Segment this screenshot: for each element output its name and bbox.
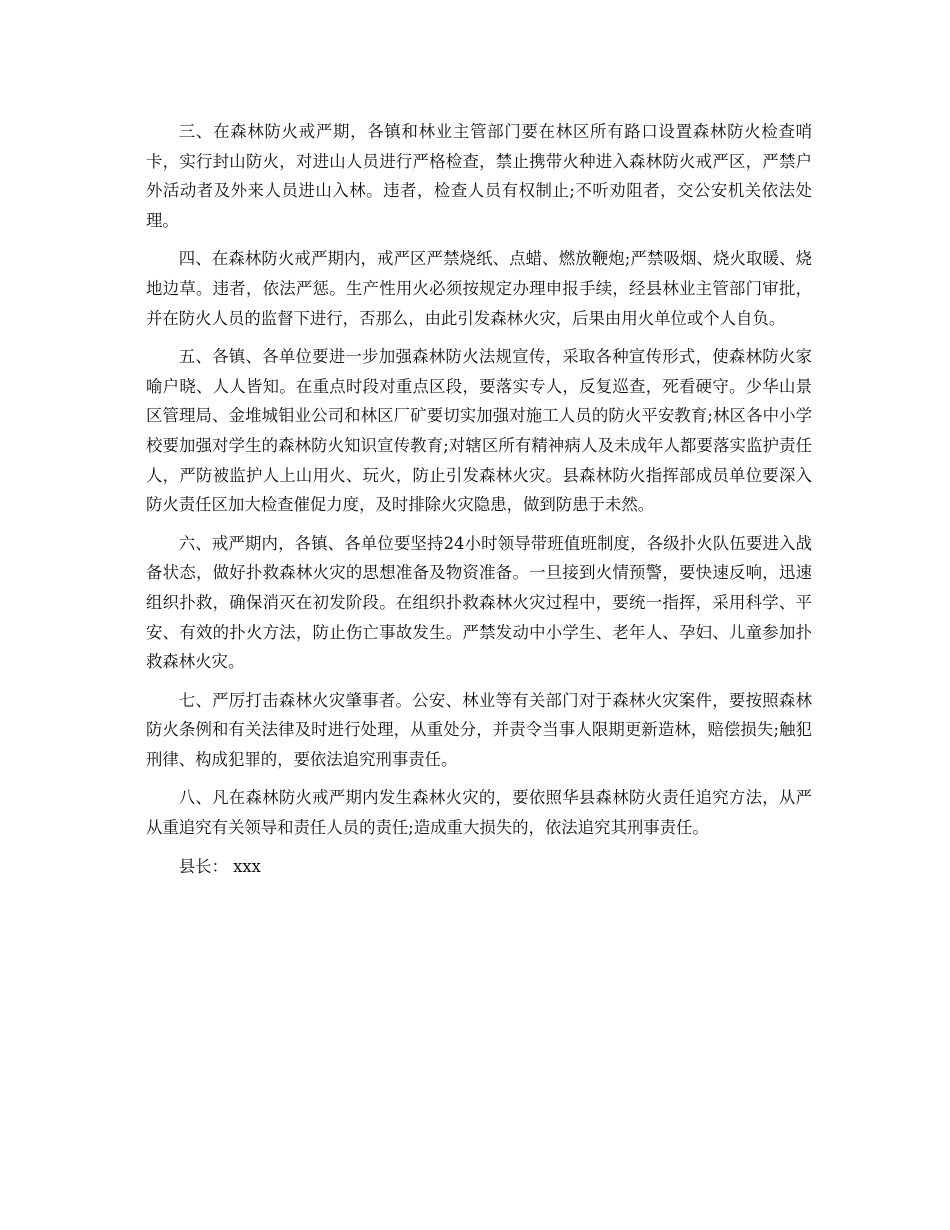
paragraph-3-checkpoints: 三、在森林防火戒严期，各镇和林业主管部门要在林区所有路口设置森林防火检查哨卡，实行封山防火，对进山人员进行严格检查，禁止携带火种进入森林防火戒严区，严禁户外活动者及外来人员进山入林。违者，检查人员有权制止;不听劝阻者，交公安机关依法处理。	[146, 122, 812, 230]
paragraph-4-fire-ban: 四、在森林防火戒严期内，戒严区严禁烧纸、点蜡、燃放鞭炮;严禁吸烟、烧火取暖、烧地边草。违者，依法严惩。生产性用火必须按规定办理申报手续，经县林业主管部门审批，并在防火人员的监督下进行，否那么，由此引发森林火灾，后果由用火单位或个人自负。	[146, 249, 812, 328]
paragraph-7-enforcement: 七、严厉打击森林火灾肇事者。公安、林业等有关部门对于森林火灾案件，要按照森林防火条例和有关法律及时进行处理，从重处分，并责令当事人限期更新造林，赔偿损失;触犯刑律、构成犯罪的，要依法追究刑事责任。	[146, 690, 812, 769]
paragraph-6-duty-system: 六、戒严期内，各镇、各单位要坚持24小时领导带班值班制度，各级扑火队伍要进入战备状态，做好扑救森林火灾的思想准备及物资准备。一旦接到火情预警，要快速反响，迅速组织扑救，确保消灭在初发阶段。在组织扑救森林火灾过程中，要统一指挥，采用科学、平安、有效的扑火方法，防止伤亡事故发生。严禁发动中小学生、老年人、孕妇、儿童参加扑救森林火灾。	[146, 533, 812, 672]
signature-line: 县长： xxx	[178, 856, 261, 876]
paragraph-8-accountability: 八、凡在森林防火戒严期内发生森林火灾的，要依照华县森林防火责任追究方法，从严从重追究有关领导和责任人员的责任;造成重大损失的，依法追究其刑事责任。	[146, 788, 812, 838]
paragraph-5-publicity: 五、各镇、各单位要进一步加强森林防火法规宣传，采取各种宣传形式，使森林防火家喻户晓、人人皆知。在重点时段对重点区段，要落实专人，反复巡查，死看硬守。少华山景区管理局、金堆城钼业公司和林区厂矿要切实加强对施工人员的防火平安教育;林区各中小学校要加强对学生的森林防火知识宣传教育;对辖区所有精神病人及未成年人都要落实监护责任人，严防被监护人上山用火、玩火，防止引发森林火灾。县森林防火指挥部成员单位要深入防火责任区加大检查催促力度，及时排除火灾隐患，做到防患于未然。	[146, 347, 812, 515]
